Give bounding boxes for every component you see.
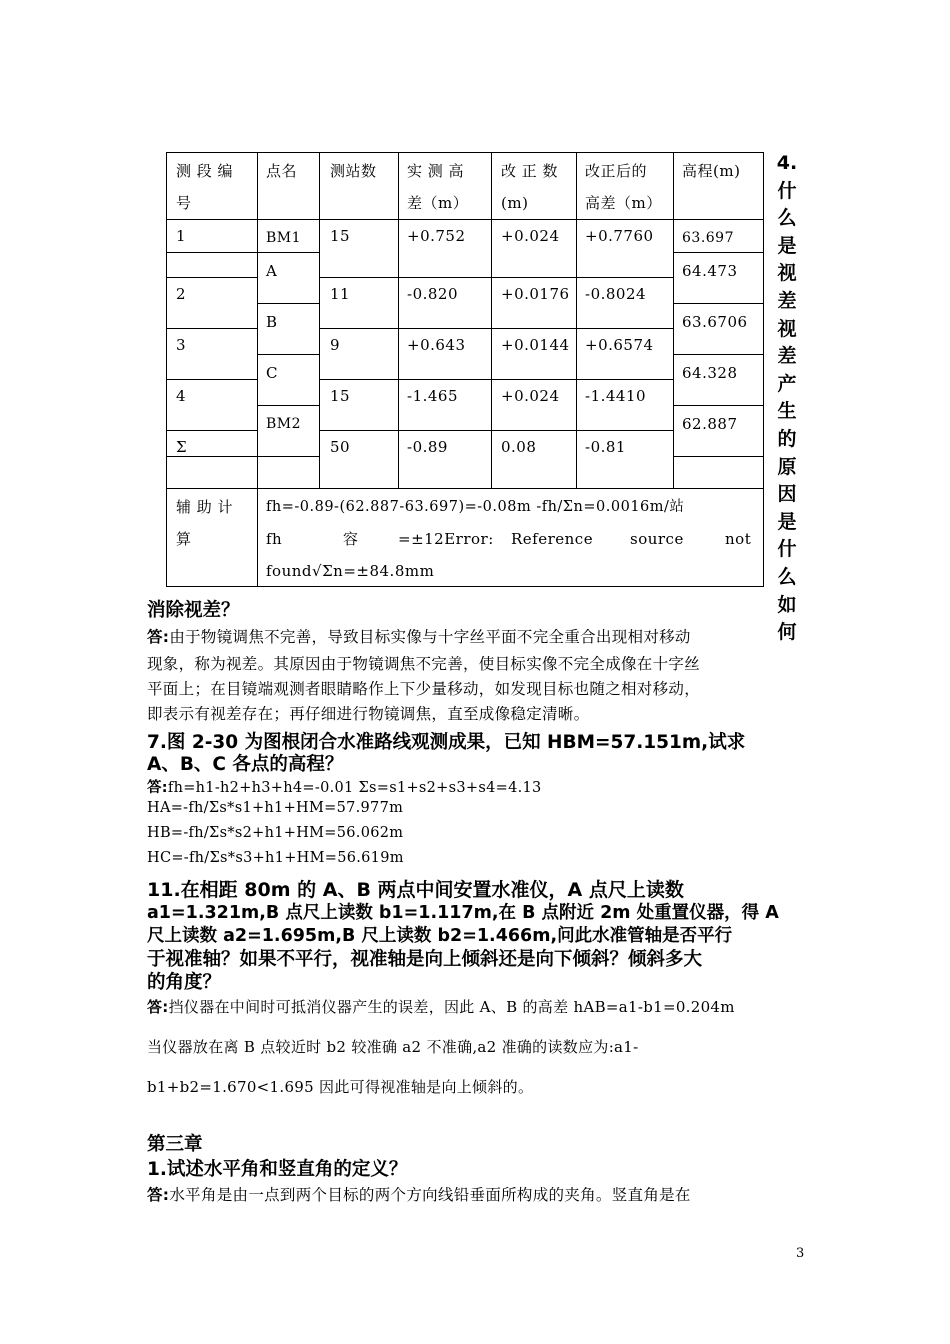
- measured-diff: -1.465: [407, 387, 459, 405]
- header-segment: 测 段 编: [176, 162, 234, 180]
- header-point: 点名: [266, 162, 298, 180]
- answer-text: fh=h1-h2+h3+h4=-0.01 Σs=s1+s2+s3+s4=4.13: [167, 780, 542, 796]
- segment-number: 1: [176, 227, 187, 245]
- q4-vertical-heading: [772, 150, 802, 647]
- stations-count: 15: [330, 227, 351, 245]
- q4-answer-line-2: 现象，称为视差。其原因由于物镜调焦不完善，使目标实像不完全成像在十字丝: [147, 655, 701, 673]
- answer-label: 答:: [147, 998, 169, 1016]
- aux-calc-row: [167, 489, 764, 587]
- q4-heading-cont: 消除视差？: [147, 600, 240, 621]
- answer-label: 答:: [147, 628, 170, 646]
- aux-label: 辅 助 计: [176, 498, 234, 516]
- corrected-diff: -1.4410: [585, 387, 647, 405]
- elevation-value: 62.887: [682, 415, 738, 433]
- table-header-row: [167, 153, 764, 220]
- answer-label: 答:: [147, 780, 168, 796]
- q4-vertical-char: 何: [777, 621, 797, 644]
- q7-answer-line-1: [147, 776, 542, 797]
- answer-text: 由于物镜调焦不完善，导致目标实像与十字丝平面不完全重合出现相对移动: [169, 628, 691, 646]
- correction: +0.024: [501, 227, 560, 245]
- header-elevation: 高程(m): [682, 162, 741, 180]
- sum-correction: 0.08: [501, 438, 537, 456]
- q7-heading-2: A、B、C 各点的高程？: [147, 754, 344, 775]
- q4-answer-line-3: 平面上；在目镜端观测者眼睛略作上下少量移动，如发现目标也随之相对移动，: [147, 680, 701, 698]
- q11-heading-3: 尺上读数 a2=1.695m,B 尺上读数 b2=1.466m,问此水准管轴是否平行: [147, 926, 733, 946]
- header-stations: 测站数: [330, 162, 377, 180]
- answer-label: 答:: [147, 1186, 170, 1204]
- point-name: C: [266, 364, 278, 382]
- header-measured-2: 差（m）: [407, 194, 469, 212]
- q4-vertical-char: 视: [777, 317, 797, 340]
- q11-heading-2: a1=1.321m,B 点尺上读数 b1=1.117m,在 B 点附近 2m 处重置仪器，得 A: [147, 903, 779, 923]
- sum-corrected: -0.81: [585, 438, 626, 456]
- aux-line-2-e: source: [630, 530, 684, 548]
- sum-label: Σ: [176, 438, 188, 456]
- q7-line-4: HC=-fh/Σs*s3+h1+HM=56.619m: [147, 850, 404, 866]
- aux-line-2-b: 容: [343, 530, 359, 548]
- q11-heading-4: 于视准轴？如果不平行，视准轴是向上倾斜还是向下倾斜？倾斜多大: [147, 949, 703, 970]
- q4-answer-line-4: 即表示有视差存在；再仔细进行物镜调焦，直至成像稳定清晰。: [147, 705, 590, 723]
- header-measured: 实 测 高: [407, 162, 465, 180]
- elevation-value: 63.6706: [682, 313, 748, 331]
- point-name: B: [266, 313, 278, 331]
- elevation-value: 64.328: [682, 364, 738, 382]
- elevation-value: 63.697: [682, 230, 734, 246]
- segment-number: 4: [176, 387, 187, 405]
- correction: +0.0144: [501, 336, 570, 354]
- leveling-table: [166, 152, 764, 587]
- q4-vertical-char: 如: [777, 593, 797, 616]
- q4-vertical-char: 差: [777, 345, 797, 368]
- aux-line-2-f: not: [725, 530, 752, 548]
- corrected-diff: -0.8024: [585, 285, 647, 303]
- header-corrected: 改正后的: [585, 162, 648, 180]
- q4-vertical-char: 么: [777, 207, 797, 230]
- q4-vertical-char: 4.: [776, 152, 798, 174]
- q7-line-2: HA=-fh/Σs*s1+h1+HM=57.977m: [147, 800, 404, 816]
- header-correction-2: (m): [501, 194, 529, 212]
- q11-heading-1: 11.在相距 80m 的 A、B 两点中间安置水准仪，A 点尺上读数: [147, 879, 684, 901]
- corrected-diff: +0.6574: [585, 336, 654, 354]
- correction: +0.0176: [501, 285, 570, 303]
- segment-number: 3: [176, 336, 187, 354]
- chapter-title: 第三章: [147, 1134, 203, 1155]
- header-corrected-2: 高差（m）: [585, 194, 662, 212]
- elevation-value: 64.473: [682, 262, 738, 280]
- corrected-diff: +0.7760: [585, 227, 654, 245]
- q4-vertical-char: 什: [777, 179, 797, 202]
- q4-vertical-char: 产: [777, 372, 797, 395]
- q4-vertical-char: 么: [777, 565, 797, 588]
- aux-line-2-a: fh: [266, 530, 283, 548]
- stations-count: 9: [330, 336, 341, 354]
- aux-label-2: 算: [176, 530, 192, 548]
- q11-heading-5: 的角度？: [147, 972, 222, 993]
- q11-answer-line-1: [147, 996, 735, 1017]
- q4-vertical-char: 差: [777, 289, 797, 312]
- answer-text: 挡仪器在中间时可抵消仪器产生的误差，因此 A、B 的高差 hAB=a1-b1=0.204m: [168, 998, 735, 1016]
- header-correction: 改 正 数: [501, 162, 559, 180]
- stations-count: 15: [330, 387, 351, 405]
- q7-line-3: HB=-fh/Σs*s2+h1+HM=56.062m: [147, 825, 404, 841]
- answer-text: 水平角是由一点到两个目标的两个方向线铅垂面所构成的夹角。竖直角是在: [169, 1186, 691, 1204]
- q4-vertical-char: 视: [777, 262, 797, 285]
- ch3-answer-line-1: [147, 1183, 691, 1205]
- point-name: BM1: [266, 230, 302, 246]
- stations-count: 11: [330, 285, 351, 303]
- correction: +0.024: [501, 387, 560, 405]
- q4-vertical-char: 因: [777, 483, 797, 506]
- q11-answer-line-3: b1+b2=1.670<1.695 因此可得视准轴是向上倾斜的。: [147, 1078, 534, 1096]
- table-row: [167, 220, 764, 253]
- aux-line-2-c: =±12Error:: [398, 530, 494, 548]
- aux-line-3: found√Σn=±84.8mm: [266, 562, 435, 580]
- segment-number: 2: [176, 285, 187, 303]
- aux-line-1: fh=-0.89-(62.887-63.697)=-0.08m -fh/Σn=0.0016m/站: [266, 499, 685, 515]
- measured-diff: +0.643: [407, 336, 466, 354]
- q4-vertical-char: 什: [777, 538, 797, 561]
- measured-diff: -0.820: [407, 285, 459, 303]
- q4-vertical-char: 的: [777, 427, 797, 450]
- q4-vertical-char: 原: [777, 455, 797, 478]
- sum-measured: -0.89: [407, 438, 448, 456]
- q4-vertical-char: 是: [777, 510, 797, 533]
- q4-vertical-char: 是: [777, 234, 797, 257]
- q11-answer-line-2: 当仪器放在离 B 点较近时 b2 较准确 a2 不准确,a2 准确的读数应为:a1-: [147, 1038, 639, 1056]
- aux-line-2-d: Reference: [511, 530, 594, 548]
- header-segment-2: 号: [176, 194, 192, 212]
- q4-answer-line-1: [147, 625, 691, 647]
- point-name: A: [266, 262, 278, 280]
- sum-stations: 50: [330, 438, 351, 456]
- ch3-q1-heading: 1.试述水平角和竖直角的定义？: [147, 1159, 408, 1180]
- q4-vertical-char: 生: [777, 400, 797, 423]
- page-number: 3: [796, 1246, 805, 1261]
- q7-heading-1: 7.图 2-30 为图根闭合水准路线观测成果，已知 HBM=57.151m,试求: [147, 732, 746, 753]
- measured-diff: +0.752: [407, 227, 466, 245]
- point-name: BM2: [266, 416, 302, 432]
